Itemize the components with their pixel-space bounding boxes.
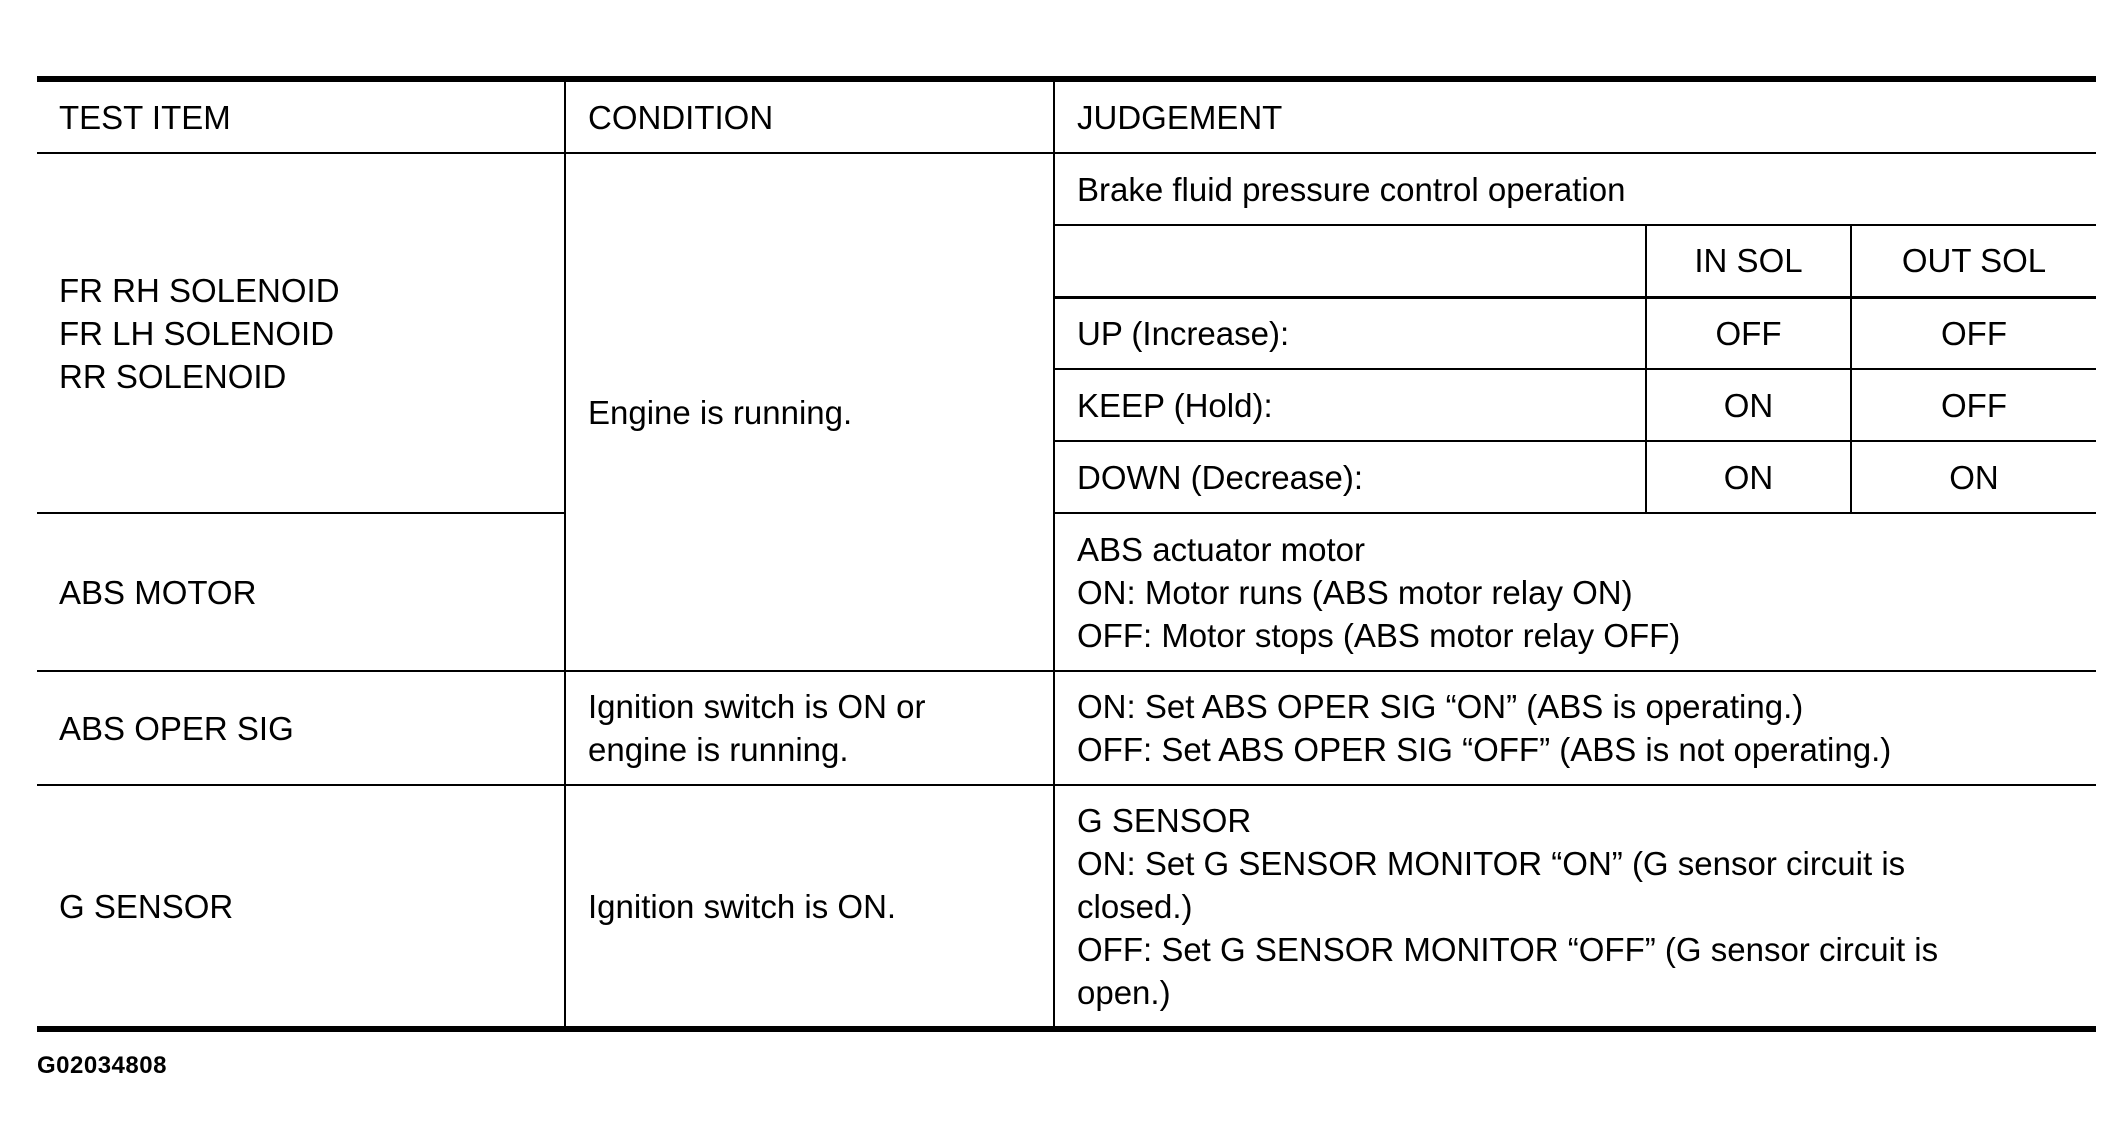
- header-judgement: JUDGEMENT: [1054, 79, 2096, 153]
- judgement-table-container: [37, 76, 2096, 1032]
- condition-line: engine is running.: [588, 731, 849, 768]
- brake-title-row: [37, 153, 2096, 225]
- g-sensor-condition: Ignition switch is ON.: [565, 785, 1054, 1029]
- abs-motor-item: ABS MOTOR: [37, 513, 565, 671]
- judgement-line: OFF: Motor stops (ABS motor relay OFF): [1077, 616, 1681, 654]
- out-sol-value: OFF: [1851, 369, 2096, 441]
- judgement-line: ON: Set G SENSOR MONITOR “ON” (G sensor circuit is: [1077, 844, 1906, 882]
- in-sol-header: IN SOL: [1646, 225, 1851, 297]
- header-test-item: TEST ITEM: [37, 79, 565, 153]
- header-condition: CONDITION: [565, 79, 1054, 153]
- in-sol-value: OFF: [1646, 297, 1851, 369]
- judgement-line: OFF: Set ABS OPER SIG “OFF” (ABS is not operating.): [1077, 731, 1892, 768]
- out-sol-header: OUT SOL: [1851, 225, 2096, 297]
- out-sol-value: OFF: [1851, 297, 2096, 369]
- figure-id: G02034808: [37, 1052, 167, 1079]
- g-sensor-judgement: [1054, 785, 2096, 1029]
- engine-running-condition: Engine is running.: [565, 153, 1054, 671]
- abs-motor-row: [37, 513, 2096, 671]
- solenoid-item: FR LH SOLENOID: [59, 314, 335, 352]
- abs-oper-sig-item: ABS OPER SIG: [37, 671, 565, 785]
- judgement-line: OFF: Set G SENSOR MONITOR “OFF” (G sensor circuit is: [1077, 930, 1939, 968]
- solenoid-item: RR SOLENOID: [59, 357, 287, 395]
- judgement-line: ABS actuator motor: [1077, 530, 1365, 568]
- sol-mode: DOWN (Decrease):: [1054, 441, 1646, 513]
- abs-oper-sig-condition: [565, 671, 1054, 785]
- sol-mode: KEEP (Hold):: [1054, 369, 1646, 441]
- sol-mode: UP (Increase):: [1054, 297, 1646, 369]
- sol-header-blank: [1054, 225, 1646, 297]
- out-sol-value: ON: [1851, 441, 2096, 513]
- judgement-line: G SENSOR: [1077, 801, 1252, 839]
- in-sol-value: ON: [1646, 441, 1851, 513]
- judgement-line: ON: Set ABS OPER SIG “ON” (ABS is operating.): [1077, 688, 1804, 725]
- solenoid-item: FR RH SOLENOID: [59, 271, 340, 309]
- in-sol-value: ON: [1646, 369, 1851, 441]
- judgement-table: [37, 76, 2096, 1032]
- g-sensor-row: [37, 785, 2096, 1029]
- solenoid-items-cell: [37, 153, 565, 513]
- brake-fluid-title: Brake fluid pressure control operation: [1054, 153, 2096, 225]
- judgement-line: open.): [1077, 973, 1171, 1011]
- header-row: [37, 79, 2096, 153]
- abs-motor-judgement: [1054, 513, 2096, 671]
- abs-oper-sig-row: [37, 671, 2096, 785]
- judgement-line: ON: Motor runs (ABS motor relay ON): [1077, 573, 1633, 611]
- judgement-line: closed.): [1077, 887, 1193, 925]
- condition-line: Ignition switch is ON or: [588, 688, 926, 725]
- abs-oper-sig-judgement: [1054, 671, 2096, 785]
- g-sensor-item: G SENSOR: [37, 785, 565, 1029]
